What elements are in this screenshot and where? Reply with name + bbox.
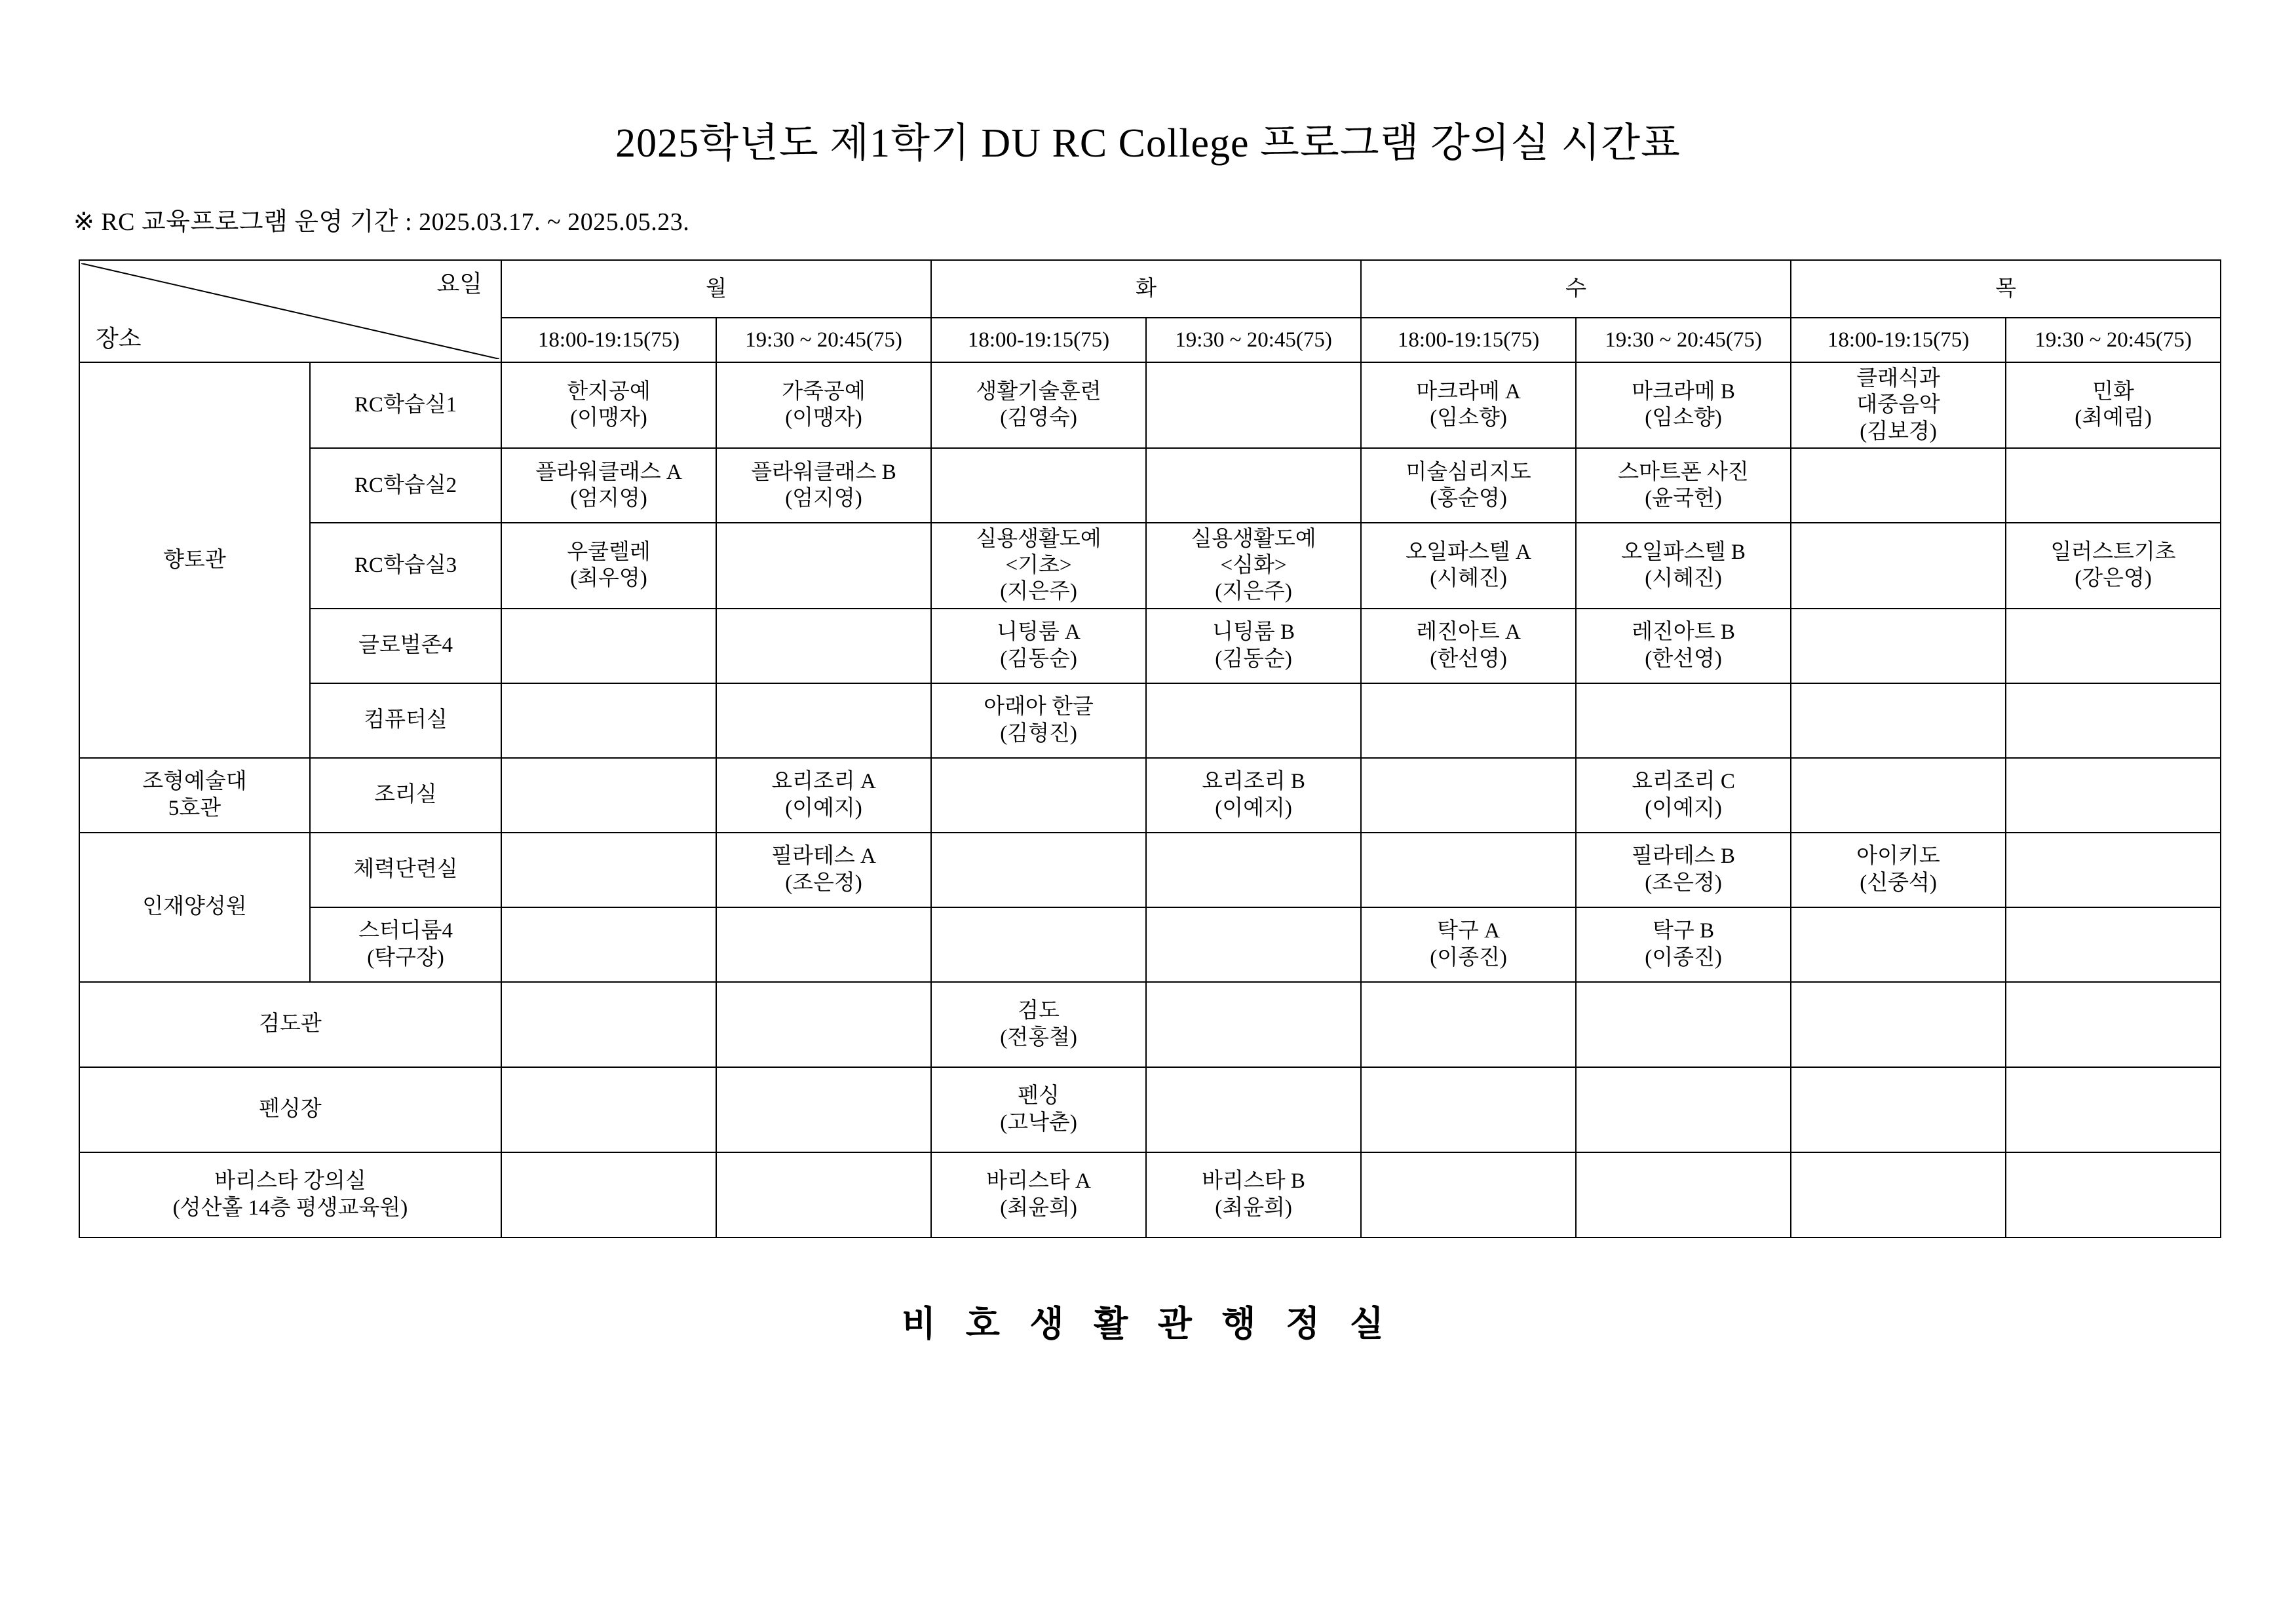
class-name: 탁구 A: [1437, 919, 1500, 943]
empty-cell: [2006, 907, 2221, 982]
class-name: 클래식과: [1856, 367, 1940, 390]
class-instructor: (이맹자): [570, 406, 647, 430]
class-instructor: (엄지영): [570, 486, 647, 510]
empty-cell: [501, 907, 716, 982]
class-cell: [1576, 448, 1791, 523]
class-cell: [1146, 609, 1361, 683]
class-cell: [931, 683, 1146, 758]
class-instructor: (최윤희): [1215, 1196, 1292, 1220]
empty-cell: [1361, 982, 1576, 1067]
class-cell: [501, 448, 716, 523]
time-slot-header: 18:00-19:15(75): [1791, 318, 2006, 362]
class-cell: [931, 982, 1146, 1067]
class-cell: [1791, 833, 2006, 907]
empty-cell: [1576, 982, 1791, 1067]
table-row: [79, 907, 2221, 982]
class-name: 요리조리 B: [1202, 770, 1305, 794]
empty-cell: [2006, 683, 2221, 758]
class-instructor: (지은주): [1215, 580, 1292, 604]
room-line: 스터디룸4: [358, 919, 453, 943]
schedule-table: [79, 259, 2221, 1238]
empty-cell: [2006, 758, 2221, 833]
empty-cell: [1361, 1152, 1576, 1237]
empty-cell: [501, 982, 716, 1067]
class-cell: [2006, 523, 2221, 609]
empty-cell: [1576, 683, 1791, 758]
class-cell: [1791, 362, 2006, 448]
class-instructor: (시혜진): [1430, 567, 1507, 591]
empty-cell: [716, 907, 931, 982]
empty-cell: [931, 448, 1146, 523]
table-row: [79, 523, 2221, 609]
empty-cell: [931, 907, 1146, 982]
venue-line: 인재양성원: [142, 895, 247, 919]
empty-cell: [1146, 683, 1361, 758]
class-cell: [716, 448, 931, 523]
class-cell: [931, 523, 1146, 609]
empty-cell: [2006, 609, 2221, 683]
class-cell: [1576, 833, 1791, 907]
time-slot-header: 19:30 ~ 20:45(75): [716, 318, 931, 362]
class-cell: [716, 758, 931, 833]
class-instructor: (강은영): [2075, 567, 2152, 591]
class-name: 탁구 B: [1653, 919, 1715, 943]
empty-cell: [1576, 1067, 1791, 1152]
class-cell: [1361, 523, 1576, 609]
table-row: [79, 758, 2221, 833]
room-line: 조리실: [374, 783, 437, 807]
class-instructor: (신중석): [1860, 871, 1937, 895]
empty-cell: [716, 982, 931, 1067]
empty-cell: [1576, 1152, 1791, 1237]
class-name: 한지공예: [567, 380, 651, 404]
class-name: 니팅룸 A: [997, 620, 1081, 645]
time-slot-header: 19:30 ~ 20:45(75): [2006, 318, 2221, 362]
class-name: 니팅룸 B: [1212, 620, 1295, 645]
empty-cell: [716, 1152, 931, 1237]
room-cell: [310, 907, 501, 982]
empty-cell: [1361, 758, 1576, 833]
class-cell: [501, 523, 716, 609]
class-name: 가죽공예: [782, 380, 866, 404]
class-instructor: (이종진): [1645, 945, 1722, 970]
class-name: 생활기술훈련: [976, 380, 1101, 404]
class-instructor: (임소향): [1430, 406, 1507, 430]
class-name: 레진아트 B: [1632, 620, 1735, 645]
class-cell: [931, 362, 1146, 448]
room-cell: [310, 758, 501, 833]
table-row: [79, 683, 2221, 758]
class-instructor: (한선영): [1645, 647, 1722, 671]
class-cell: [716, 362, 931, 448]
class-name: 실용생활도예: [1191, 527, 1316, 551]
empty-cell: [501, 1067, 716, 1152]
class-cell: [1146, 758, 1361, 833]
class-cell: [1361, 907, 1576, 982]
class-instructor: (시혜진): [1645, 567, 1722, 591]
class-instructor: (김보경): [1860, 419, 1937, 444]
class-name: 마크라메 A: [1416, 380, 1521, 404]
class-instructor: (이예지): [1645, 796, 1722, 820]
room-line: RC학습실2: [354, 473, 457, 497]
class-cell: [1576, 362, 1791, 448]
corner-header: [79, 260, 501, 362]
room-line: 컴퓨터실: [364, 708, 448, 732]
empty-cell: [1791, 907, 2006, 982]
table-header: [79, 260, 2221, 362]
class-name: 펜싱: [1018, 1084, 1060, 1108]
table-row: [79, 833, 2221, 907]
empty-cell: [1146, 907, 1361, 982]
class-name: 요리조리 C: [1632, 770, 1735, 794]
empty-cell: [2006, 982, 2221, 1067]
venue-line: 향토관: [163, 548, 226, 572]
class-instructor: (홍순영): [1430, 486, 1507, 510]
class-name: 플라워클래스 A: [535, 460, 682, 484]
day-header-wed: 수: [1361, 260, 1791, 318]
empty-cell: [501, 683, 716, 758]
class-cell: [716, 833, 931, 907]
class-name: 바리스타 A: [986, 1169, 1091, 1194]
empty-cell: [1146, 362, 1361, 448]
class-instructor: (이예지): [785, 796, 862, 820]
venue-line: 검도관: [259, 1012, 322, 1036]
empty-cell: [1791, 523, 2006, 609]
empty-cell: [931, 833, 1146, 907]
day-header-tue: 화: [931, 260, 1361, 318]
class-name: 스마트폰 사진: [1618, 460, 1749, 484]
venue-line: 5호관: [168, 796, 221, 820]
class-instructor: (김동순): [1215, 647, 1292, 671]
class-instructor: (엄지영): [785, 486, 862, 510]
class-name: 아래아 한글: [984, 695, 1094, 719]
room-cell: [310, 683, 501, 758]
empty-cell: [1146, 833, 1361, 907]
room-line: 체력단련실: [353, 858, 458, 882]
empty-cell: [1791, 1152, 2006, 1237]
empty-cell: [716, 609, 931, 683]
class-instructor: (김영숙): [1000, 406, 1077, 430]
empty-cell: [1361, 833, 1576, 907]
empty-cell: [2006, 1152, 2221, 1237]
room-cell: [310, 609, 501, 683]
class-name: 아이키도: [1856, 844, 1940, 869]
class-instructor: (한선영): [1430, 647, 1507, 671]
class-cell: [1361, 609, 1576, 683]
empty-cell: [1146, 448, 1361, 523]
class-instructor: (조은정): [1645, 871, 1722, 895]
empty-cell: [2006, 1067, 2221, 1152]
empty-cell: [501, 758, 716, 833]
class-instructor: (이맹자): [785, 406, 862, 430]
room-line: RC학습실3: [354, 554, 457, 577]
class-instructor: (이종진): [1430, 945, 1507, 970]
room-line: RC학습실1: [354, 393, 457, 417]
table-row: [79, 609, 2221, 683]
empty-cell: [716, 683, 931, 758]
table-row: [79, 1067, 2221, 1152]
empty-cell: [931, 758, 1146, 833]
venue-cell: [79, 982, 501, 1067]
room-cell: [310, 523, 501, 609]
class-name: 오일파스텔 B: [1621, 540, 1746, 564]
class-name: 필라테스 A: [771, 844, 876, 869]
class-cell: [2006, 362, 2221, 448]
class-name: 오일파스텔 A: [1406, 540, 1531, 564]
corner-day-label: 요일: [436, 271, 482, 297]
class-cell: [501, 362, 716, 448]
venue-cell: [79, 1067, 501, 1152]
class-cell: [1146, 523, 1361, 609]
empty-cell: [1791, 1067, 2006, 1152]
empty-cell: [1791, 609, 2006, 683]
empty-cell: [716, 1067, 931, 1152]
class-cell: [1361, 362, 1576, 448]
class-cell: [931, 1067, 1146, 1152]
class-instructor: (윤국헌): [1645, 486, 1722, 510]
room-cell: [310, 448, 501, 523]
empty-cell: [2006, 833, 2221, 907]
time-slot-header: 18:00-19:15(75): [1361, 318, 1576, 362]
class-cell: [1576, 609, 1791, 683]
timetable-container: [0, 237, 2296, 1238]
class-name: 레진아트 A: [1416, 620, 1521, 645]
empty-cell: [1791, 982, 2006, 1067]
class-cell: [1576, 758, 1791, 833]
class-instructor: (최윤희): [1000, 1196, 1077, 1220]
venue-line: (성산홀 14층 평생교육원): [172, 1196, 408, 1220]
class-cell: [1361, 448, 1576, 523]
empty-cell: [1791, 448, 2006, 523]
class-instructor: (김형진): [1000, 721, 1077, 746]
class-name: 바리스타 B: [1202, 1169, 1305, 1194]
class-cell: [1576, 523, 1791, 609]
empty-cell: [501, 1152, 716, 1237]
period-note: ※ RC 교육프로그램 운영 기간 : 2025.03.17. ~ 2025.05.23.: [73, 208, 690, 236]
table-row: [79, 982, 2221, 1067]
empty-cell: [716, 523, 931, 609]
empty-cell: [1361, 1067, 1576, 1152]
empty-cell: [1791, 758, 2006, 833]
venue-cell: [79, 1152, 501, 1237]
page-title: 2025학년도 제1학기 DU RC College 프로그램 강의실 시간표: [615, 121, 1681, 166]
venue-cell: [79, 758, 310, 833]
empty-cell: [501, 833, 716, 907]
table-row: [79, 1152, 2221, 1237]
class-instructor: (최예림): [2075, 406, 2152, 430]
class-instructor: (전홍철): [1000, 1025, 1077, 1049]
class-name: 마크라메 B: [1632, 380, 1735, 404]
class-instructor: (이예지): [1215, 796, 1292, 820]
class-name: 실용생활도예: [976, 527, 1101, 551]
class-name: 우쿨렐레: [567, 540, 651, 564]
class-cell: [1576, 907, 1791, 982]
class-instructor: (지은주): [1000, 580, 1077, 604]
room-cell: [310, 362, 501, 448]
empty-cell: [1361, 683, 1576, 758]
venue-cell: [79, 833, 310, 982]
venue-line: 조형예술대: [142, 770, 247, 794]
class-name: 대중음악: [1856, 393, 1940, 417]
class-name: 요리조리 A: [771, 770, 876, 794]
class-instructor: (고낙춘): [1000, 1110, 1077, 1135]
table-row: [79, 448, 2221, 523]
class-instructor: (조은정): [785, 871, 862, 895]
class-name: <심화>: [1220, 554, 1287, 577]
class-instructor: (김동순): [1000, 647, 1077, 671]
class-cell: [931, 1152, 1146, 1237]
class-name: 민화: [2092, 380, 2134, 404]
time-slot-header: 19:30 ~ 20:45(75): [1576, 318, 1791, 362]
class-name: <기초>: [1005, 554, 1072, 577]
class-name: 플라워클래스 B: [751, 460, 896, 484]
time-slot-header: 18:00-19:15(75): [501, 318, 716, 362]
class-name: 미술심리지도: [1406, 460, 1531, 484]
empty-cell: [1146, 1067, 1361, 1152]
class-cell: [931, 609, 1146, 683]
time-slot-header: 18:00-19:15(75): [931, 318, 1146, 362]
room-cell: [310, 833, 501, 907]
class-name: 검도: [1018, 999, 1060, 1023]
empty-cell: [2006, 448, 2221, 523]
class-name: 필라테스 B: [1632, 844, 1735, 869]
class-instructor: (임소향): [1645, 406, 1722, 430]
day-header-thu: 목: [1791, 260, 2221, 318]
time-slot-header: 19:30 ~ 20:45(75): [1146, 318, 1361, 362]
class-instructor: (최우영): [570, 567, 647, 591]
table-body: [79, 362, 2221, 1237]
venue-line: 바리스타 강의실: [214, 1169, 366, 1194]
class-name: 일러스트기초: [2050, 540, 2176, 564]
day-header-mon: 월: [501, 260, 931, 318]
corner-place-label: 장소: [96, 326, 142, 352]
room-line: (탁구장): [367, 945, 444, 970]
empty-cell: [1791, 683, 2006, 758]
table-row: [79, 362, 2221, 448]
class-cell: [1146, 1152, 1361, 1237]
empty-cell: [501, 609, 716, 683]
venue-line: 펜싱장: [259, 1097, 322, 1122]
document-footer: 비 호 생 활 관 행 정 실: [902, 1304, 1394, 1344]
venue-cell: [79, 362, 310, 758]
room-line: 글로벌존4: [358, 633, 453, 658]
empty-cell: [1146, 982, 1361, 1067]
